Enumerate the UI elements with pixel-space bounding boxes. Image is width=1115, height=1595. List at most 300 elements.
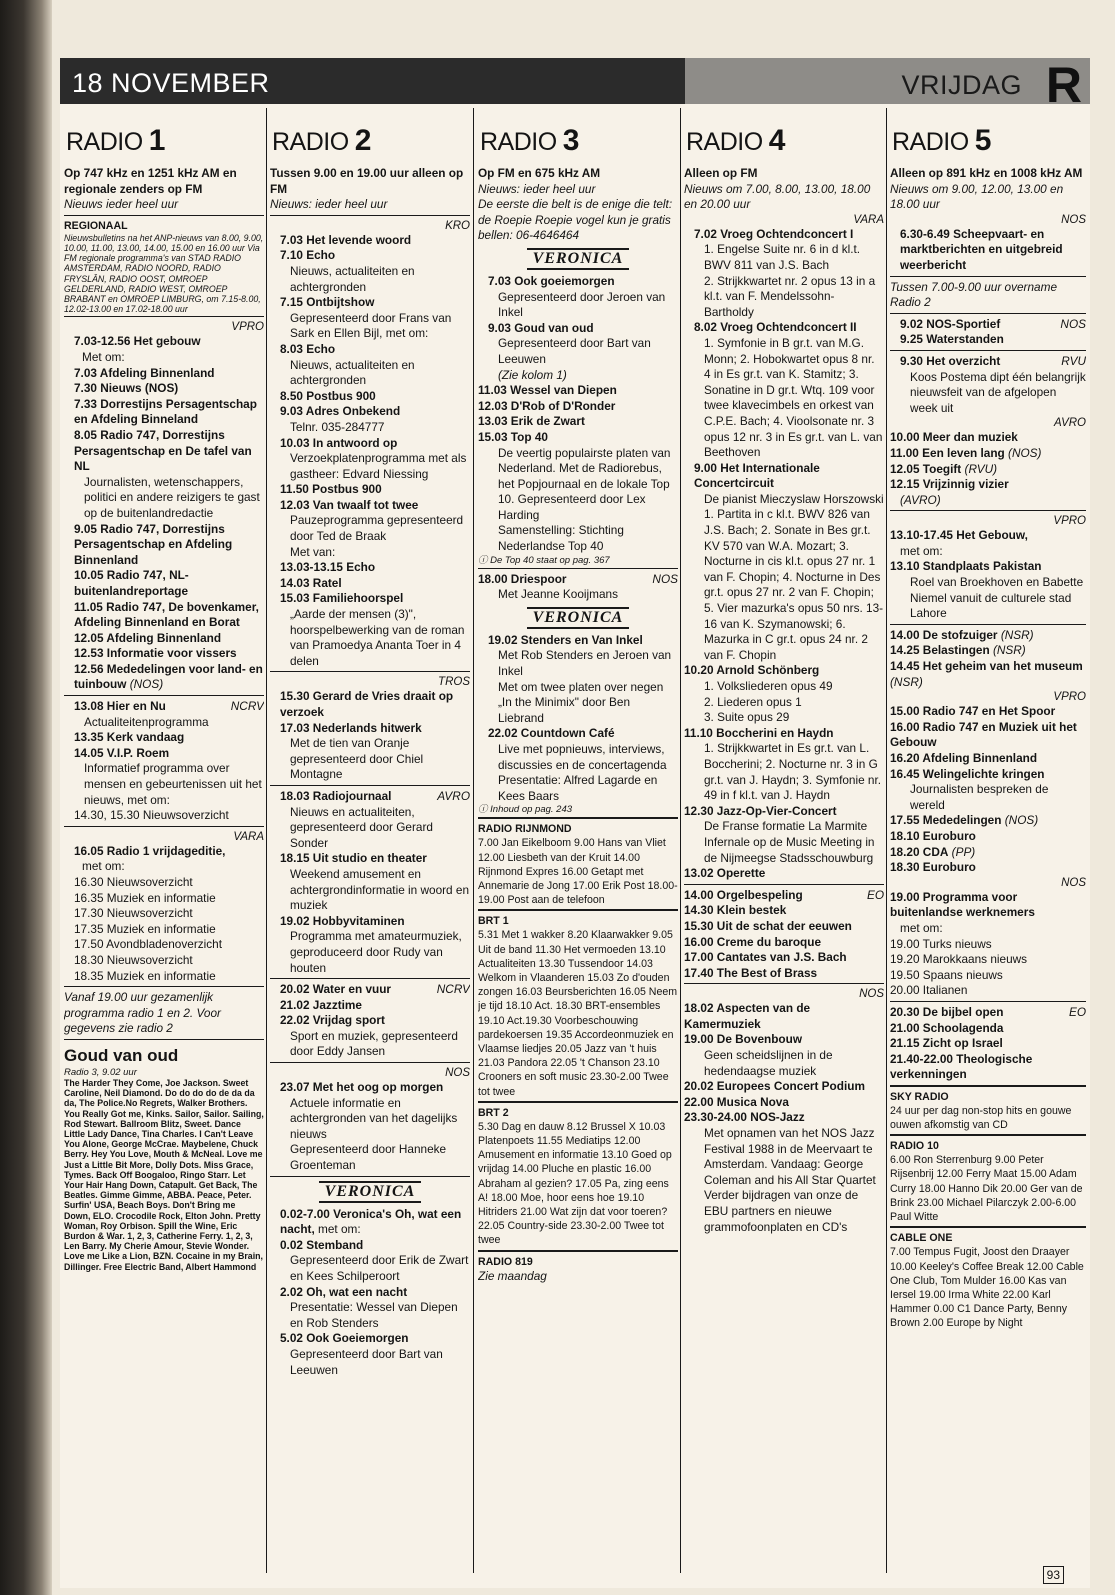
radio-819-heading: RADIO 819	[478, 1255, 533, 1268]
divider	[478, 1101, 678, 1103]
program-description: 1. Volksliederen opus 49	[704, 679, 833, 693]
divider	[478, 817, 678, 819]
program-note: met om:	[900, 920, 943, 935]
broadcaster-label: NOS	[445, 1067, 470, 1080]
program-description: Nieuws, actualiteiten en achtergronden	[290, 357, 415, 388]
radio-3-number: 3	[562, 124, 579, 157]
regionaal-text: Nieuwsbulletins na het ANP-nieuws van 8.00, 9.00, 10.00, 11.00, 13.00, 14.00, 15.00 en 16.00 uur Via FM regionale programma's van STAD RADIO AMSTERDAM, RADIO NOORD, RADIO FRYSLÂN, RADIO OOST, OMROEP GELDERLAND, RADIO WEST, OMROEP BRABANT en OMROEP LIMBURG, om 7.15-8.00, 12.02-13.00 en 17.02-18.00 uur	[64, 232, 264, 315]
program-entry: 13.03-13.15 Echo	[280, 560, 376, 575]
program-description: Informatief programma over mensen en gebeurtenissen uit het nieuws, met om:	[84, 761, 262, 807]
program-entry: 14.30, 15.30 Nieuwsoverzicht	[74, 808, 229, 823]
program-description: Pauzeprogramma gepresenteerd door Ted de Braak	[290, 513, 464, 544]
divider	[890, 313, 1086, 314]
schedule-item: 18.35 Muziek en informatie	[74, 968, 216, 983]
radio-10-text: 6.00 Ron Sterrenburg 9.00 Peter Rijsenbrij 12.00 Ferry Maat 15.00 Adam Curry 18.00 Hanno Dik 20.00 Ger van de Brink 23.00 Michael Pilarczyk 2.00-6.00 Paul Witte	[890, 1154, 1083, 1224]
radio-2-number: 2	[354, 124, 371, 157]
program-description: De Franse formatie La Marmite Infernale op de Music Meeting in de Nijmeegse Stadsschouwburg	[704, 819, 875, 865]
goud-van-oud-subtitle: Radio 3, 9.02 uur	[64, 1066, 137, 1078]
program-entry: 21.15 Zicht op Israel	[890, 1036, 1003, 1051]
divider	[890, 1134, 1086, 1136]
program-description: 3. Suite opus 29	[704, 710, 790, 725]
radio-1-news-note: Nieuws ieder heel uur	[64, 197, 179, 212]
broadcaster-label: (PP)	[951, 844, 976, 859]
divider	[890, 510, 1086, 511]
broadcaster-label: (NOS)	[1004, 813, 1039, 828]
program-description: Gepresenteerd door Frans van Sark en Ellen Bijl, met om:	[290, 310, 452, 341]
radio-2-title	[270, 108, 470, 166]
program-entry: 19.02 Stenders en Van Inkel	[488, 632, 643, 647]
broadcaster-label: (NSR)	[890, 674, 923, 689]
regionaal-heading: REGIONAAL	[64, 219, 128, 232]
program-description: De veertig populairste platen van Nederland. Met de Radiorebus, het Popjournaal en de lokale Top 10. Gepresenteerd door Lex Harding	[498, 445, 671, 522]
page-header	[60, 57, 1090, 113]
veronica-logo	[270, 1181, 470, 1203]
broadcaster-label: NCRV	[436, 982, 470, 997]
program-entry: 15.00 Radio 747 en Het Spoor	[890, 704, 1056, 719]
program-entry: 22.00 Musica Nova	[684, 1094, 789, 1109]
info-note	[478, 555, 678, 566]
radio-1-intro: Op 747 kHz en 1251 kHz AM en regionale zenders op FM	[64, 166, 237, 196]
program-entry: 10.03 In antwoord op	[280, 435, 398, 450]
program-entry: 12.30 Jazz-Op-Vier-Concert	[684, 803, 837, 818]
radio-4-column	[684, 108, 884, 1568]
program-description: Gepresenteerd door Bart van Leeuwen	[290, 1346, 443, 1377]
broadcaster-label: VPRO	[1053, 515, 1086, 528]
program-entry: 12.03 D'Rob of D'Ronder	[478, 398, 616, 413]
program-description: 1. Strijkkwartet in Es gr.t. van L. Boccherini; 2. Nocturne nr. 3 in G gr.t. van J. Haydn; 3. Symfonie nr. 49 in f kl.t. van J. Haydn	[704, 741, 882, 803]
broadcaster-label: (AVRO)	[900, 492, 941, 507]
broadcaster-label: AVRO	[1054, 417, 1086, 430]
info-note-text: Inhoud op pag. 243	[490, 804, 573, 816]
program-entry	[890, 317, 1086, 333]
cable-one-text: 7.00 Tempus Fugit, Joost den Draayer 10.00 Keeley's Coffee Break 12.00 Cable One Club, Tom Mulder 16.00 Kas van Iersel 19.00 Irma White 22.00 Karl Hammer 0.00 C1 Dance Party, Benny Brown 2.00 Europe by Night	[890, 1246, 1084, 1330]
broadcaster-label: VARA	[233, 830, 264, 843]
program-description: Koos Postema dipt één belangrijk nieuwsfeit van de afgelopen week uit	[910, 369, 1086, 415]
program-entry: 16.00 Creme du baroque	[684, 934, 822, 949]
divider	[478, 909, 678, 911]
program-entry	[270, 982, 470, 998]
program-description: 2. Liederen opus 1	[704, 694, 802, 709]
radio-3-news-note: Nieuws: ieder heel uur	[478, 181, 596, 196]
broadcaster-label: VARA	[853, 213, 884, 226]
program-description: Live met popnieuws, interviews, discussies en de concertagenda	[498, 742, 667, 772]
veronica-logo-text: VERONICA	[527, 248, 630, 270]
program-entry: 19.00 De Bovenbouw	[684, 1032, 803, 1047]
program-title: 20.02 Water en vuur	[280, 982, 392, 997]
program-entry: 6.30-6.49 Scheepvaart- en marktberichten en uitgebreid weerbericht	[900, 226, 1063, 272]
divider	[270, 785, 470, 786]
program-entry: 9.25 Waterstanden	[900, 332, 1004, 347]
radio-10-heading: RADIO 10	[890, 1140, 939, 1153]
program-entry: 9.03 Adres Onbekend	[280, 404, 401, 419]
program-description: 1. Engelse Suite nr. 6 in d kl.t. BWV 811 van J.S. Bach	[704, 242, 861, 272]
broadcaster-label: (NOS)	[129, 677, 164, 692]
divider	[890, 1085, 1086, 1087]
program-entry	[890, 462, 1086, 478]
radio-5-column	[890, 108, 1086, 1568]
program-title: 9.02 NOS-Sportief	[900, 316, 1001, 331]
schedule-item: 16.30 Nieuwsoverzicht	[74, 875, 193, 889]
program-entry: 8.02 Vroeg Ochtendconcert II	[694, 320, 857, 335]
program-description: Programma met amateurmuziek, geproduceerd door Rudy van houten	[290, 929, 462, 975]
program-entry: 8.05 Radio 747, Dorrestijns Persagentschap en De tafel van NL	[74, 427, 252, 474]
broadcaster-label: EO	[1068, 1004, 1086, 1019]
divider	[890, 276, 1086, 277]
program-description: Weekend amusement en achtergrondinformatie in woord en muziek	[290, 866, 470, 913]
program-entry: 7.10 Echo	[280, 248, 336, 263]
radio-1-title	[64, 108, 264, 166]
info-note-text: De Top 40 staat op pag. 367	[490, 554, 610, 566]
program-entry	[478, 572, 678, 588]
program-title: 12.05 Toegift	[890, 461, 962, 476]
brt2-text: 5.30 Dag en dauw 8.12 Brussel X 10.03 Platenpoets 11.55 Mediatips 12.00 Amusement en informatie 13.10 Goed op vrijdag 14.00 Pluche en plastic 16.00 Abraham al gezien? 17.05 Pa, zing eens A! 18.00 Moe, hoor eens hoe 19.10 Hitriders 21.00 Wat zijn dat voor toeren? 22.05 Country-side 23.30-2.00 Twee tot twee	[478, 1120, 672, 1247]
program-description: Journalisten, wetenschappers, politici en andere reizigers te gast op de buitenlandredactie	[84, 474, 260, 520]
program-note: met om:	[900, 543, 943, 558]
program-entry: 12.53 Informatie voor vissers	[74, 646, 237, 661]
brt1-heading: BRT 1	[478, 915, 509, 928]
program-entry: 21.02 Jazztime	[280, 997, 362, 1012]
divider	[890, 624, 1086, 625]
program-description: Nieuws en actualiteiten, gepresenteerd door Gerard Sonder	[290, 804, 433, 850]
program-entry: 16.45 Welingelichte kringen	[890, 766, 1045, 781]
program-title: 18.03 Radiojournaal	[280, 788, 392, 803]
program-entry: 18.15 Uit studio en theater	[280, 851, 427, 866]
program-title: 20.30 De bijbel open	[890, 1004, 1004, 1019]
header-day-bar	[685, 57, 1090, 113]
header-date-bar	[60, 58, 685, 104]
program-entry: 2.02 Oh, wat een nacht	[280, 1284, 408, 1299]
program-entry	[890, 354, 1086, 370]
program-entry: 7.03-12.56 Het gebouw	[74, 334, 201, 349]
program-description: Journalisten bespreken de wereld	[910, 782, 1049, 812]
program-entry: 20.02 Europees Concert Podium	[684, 1079, 865, 1094]
broadcaster-label: EO	[866, 887, 884, 902]
radio-4-number: 4	[768, 124, 785, 157]
broadcaster-label: NOS	[1061, 213, 1086, 226]
program-entry: 23.07 Met het oog op morgen	[280, 1080, 444, 1095]
radio-2-title-text: RADIO	[272, 128, 349, 156]
radio-4-news-note: Nieuws om 7.00, 8.00, 13.00, 18.00 en 20.00 uur	[684, 181, 871, 212]
divider	[270, 978, 470, 979]
program-entry: 15.03 Familiehoorspel	[280, 591, 404, 606]
program-description: Met Rob Stenders en Jeroen van Inkel	[498, 648, 672, 679]
program-entry	[890, 1005, 1086, 1021]
program-entry: 7.02 Vroeg Ochtendconcert I	[694, 226, 854, 241]
divider	[270, 215, 470, 216]
divider	[890, 1226, 1086, 1228]
program-description: Roel van Broekhoven en Babette Niemel vanuit de culturele stad Lahore	[910, 575, 1084, 621]
program-title: 14.25 Belastingen	[890, 643, 990, 658]
broadcaster-label: KRO	[445, 219, 470, 232]
column-divider	[266, 108, 267, 1573]
program-entry	[270, 789, 470, 805]
radio-1-title-text: RADIO	[66, 128, 143, 156]
program-entry	[890, 845, 1086, 861]
program-entry: 13.10 Standplaats Pakistan	[890, 559, 1042, 574]
program-entry: 22.02 Vrijdag sport	[280, 1013, 385, 1028]
schedule-item: 19.00 Turks nieuws	[890, 936, 992, 951]
program-entry: 7.15 Ontbijtshow	[280, 295, 375, 310]
radio-2-column	[270, 108, 470, 1568]
program-title: 13.08 Hier en Nu	[74, 699, 166, 714]
program-description: Met van:	[290, 544, 336, 559]
program-entry	[890, 628, 1086, 644]
info-icon: ⓘ	[478, 804, 491, 816]
program-entry: 10.05 Radio 747, NL-buitenlandreportage	[74, 568, 189, 598]
combined-programme-note: Vanaf 19.00 uur gezamenlijk programma radio 1 en 2. Voor gegevens zie radio 2	[64, 990, 221, 1036]
program-note: Met om:	[82, 350, 125, 364]
program-entry: 11.03 Wessel van Diepen	[478, 383, 617, 398]
program-entry: 12.03 Van twaalf tot twee	[280, 497, 419, 512]
program-description: Met de tien van Oranje gepresenteerd door Chiel Montagne	[290, 736, 424, 782]
program-entry: 14.30 Klein bestek	[684, 903, 787, 918]
program-entry: 11.10 Boccherini en Haydn	[684, 725, 834, 740]
program-description: Presentatie: Wessel van Diepen en Rob Stenders	[290, 1300, 458, 1330]
radio-819-text: Zie maandag	[478, 1268, 547, 1283]
program-description: De pianist Mieczyslaw Horszowski	[704, 491, 884, 506]
divider	[684, 884, 884, 885]
broadcaster-label: (NSR)	[992, 643, 1026, 658]
program-entry: 7.03 Ook goeiemorgen	[488, 273, 615, 288]
radio-5-title-text: RADIO	[892, 128, 969, 156]
program-entry	[890, 446, 1086, 462]
program-entry: 17.00 Cantates van J.S. Bach	[684, 950, 847, 965]
program-entry: 8.03 Echo	[280, 341, 336, 356]
program-title: 11.00 Een leven lang	[890, 445, 1005, 460]
program-entry: 13.10-17.45 Het Gebouw,	[890, 528, 1028, 543]
veronica-logo	[478, 248, 678, 270]
program-description: 1. Symfonie in B gr.t. van M.G. Monn; 2. Hobokwartet opus 8 nr. 4 in Es gr.t. van K. Stamitz; 3. Sonatine in D gr.t. Wtq. 109 voor twee klavecimbels en orkest van C.P.E. Bach; 4. Vioolsonate nr. 3 opus 12 nr. 3 in Es gr.t. van L. van Beethoven	[704, 335, 883, 460]
radio-3-intro: Op FM en 675 kHz AM	[478, 166, 601, 180]
broadcaster-label: NOS	[859, 988, 884, 1001]
schedule-item: 20.00 Italianen	[890, 983, 968, 998]
column-divider	[680, 108, 681, 1573]
program-title: 18.20 CDA	[890, 844, 949, 859]
schedule-item: 16.35 Muziek en informatie	[74, 890, 216, 905]
divider	[64, 316, 264, 317]
brt2-heading: BRT 2	[478, 1106, 509, 1119]
schedule-item: 19.50 Spaans nieuws	[890, 967, 1003, 982]
program-description: Met Jeanne Kooijmans	[498, 587, 619, 602]
program-entry: 18.02 Aspecten van de Kamermuziek	[684, 1001, 811, 1031]
program-title: 9.30 Het overzicht	[900, 353, 1001, 368]
program-description: „Aarde der mensen (3)", hoorspelbewerking van de roman van Pramoedya Ananta Toer in 4 delen	[290, 607, 465, 668]
radio-4-intro: Alleen op FM	[684, 166, 758, 180]
program-entry: 21.40-22.00 Theologische verkenningen	[890, 1051, 1033, 1082]
program-entry: 19.00 Programma voor buitenlandse werknemers	[890, 889, 1035, 920]
program-entry: 0.02 Stemband	[280, 1237, 364, 1252]
radio-3-title	[478, 108, 678, 166]
schedule-item: 19.20 Marokkaans nieuws	[890, 952, 1028, 967]
radio-1-column	[64, 108, 264, 1568]
info-icon: ⓘ	[478, 554, 491, 566]
program-entry: 15.03 Top 40	[478, 429, 548, 444]
program-description: 2. Strijkkwartet nr. 2 opus 13 in a kl.t. van F. Mendelssohn-Bartholdy	[704, 273, 876, 319]
column-divider	[886, 108, 887, 1573]
broadcaster-label: VPRO	[1053, 691, 1086, 704]
info-note	[478, 804, 678, 815]
program-entry: 16.00 Radio 747 en Muziek uit het Gebouw	[890, 719, 1077, 750]
program-entry: 9.00 Het Internationale Concertcircuit	[694, 460, 820, 491]
program-entry: 14.03 Ratel	[280, 575, 342, 590]
program-entry: 18.30 Euroburo	[890, 860, 976, 875]
program-description: Actualiteitenprogramma	[84, 714, 209, 729]
program-description: Geen scheidslijnen in de hedendaagse muziek	[704, 1048, 833, 1078]
program-description: 1. Partita in c kl.t. BWV 826 van J.S. Bach; 2. Sonate in Bes gr.t. KV 570 van W.A. Mozart; 3. Nocturne in cis kl.t. opus 27 nr. 1 van F. Chopin; 4. Nocturne in Des gr.t. opus 27 nr. 2 van F. Chopin; 5. Vier mazurka's opus 50 nrs. 13-16 van K. Szymanowski; 6. Mazurka in C gr.t. opus 24 nr. 2 van F. Chopin	[704, 507, 884, 662]
rijnmond-heading: RADIO RIJNMOND	[478, 823, 572, 836]
radio-5-title	[890, 108, 1086, 166]
program-entry: 19.02 Hobbyvitaminen	[280, 913, 405, 928]
divider	[478, 568, 678, 569]
broadcaster-label: (RVU)	[964, 461, 998, 476]
sky-radio-text: 24 uur per dag non-stop hits en gouwe ouwen afkomstig van CD	[890, 1104, 1072, 1132]
program-entry: 10.20 Arnold Schönberg	[684, 663, 820, 678]
radio-3-roepie-note: De eerste die belt is de enige die telt: de Roepie Roepie vogel kun je gratis bellen: 06-4646464	[478, 197, 673, 243]
broadcaster-label: NOS	[652, 571, 678, 586]
broadcaster-label: NCRV	[230, 699, 264, 714]
page-spine	[0, 0, 52, 1595]
program-entry	[270, 1207, 470, 1238]
radio-5-overname-note: Tussen 7.00-9.00 uur overname Radio 2	[890, 279, 1057, 310]
program-description: Presentatie: Alfred Lagarde en Kees Baars	[498, 773, 658, 803]
goud-van-oud-playlist: The Harder They Come, Joe Jackson. Sweet Caroline, Neil Diamond. Do do do do de da da da, The Police.No Regrets, Walker Brothers. You Really Got me, Kinks. Sailor, Sailor. Sailing, Rod Stewart. Ballroom Blitz, Sweet. Dance Little Lady Dance, Tina Charles. I Can't Leave You Alone, George McCrae. Maybelene, Chuck Berry. Hey You Love, Mouth & McNeal. Love me Just a Little Bit More, Dolly Dots. Miss Grace, Tymes. Back Off Boogaloo, Ringo Starr. Let Your Hair Hang Down, Catapult. Get Back, The Beatles. Gimme Gimme, ABBA. Peace, Peter. Surfin' USA, Beach Boys. Don't Bring me Down, ELO. Crocodile Rock, Elton John. Pretty Woman, Roy Orbison. Spill the Wine, Eric Burdon & War. 1, 2, 3, Catherine Ferry. 1, 2, 3, Len Barry. My Cherie Amour, Stevie Wonder. Love me Like a Lion, BZN. Cocaine in my Brain, Dillinger. Free Electric Band, Albert Hammond	[64, 1077, 264, 1272]
brt1-text: 5.31 Met 1 wakker 8.20 Klaarwakker 9.05 Uit de band 11.30 Het vermoeden 13.10 Actualiteiten 13.30 Tussendoor 14.03 Welkom in Vlaanderen 15.03 Zo d'ouden zongen 16.03 Beursberichten 16.05 Neem je tijd 18.10 Act. 18.30 BRT-ensembles 19.10 Act.19.30 Voorbeschouwing pardekoersen 19.35 Accordeonmuziek en Vlaamse liedjes 20.05 Jazz van 't huis 21.03 Pandora 22.05 't Chanson 23.10 Crooners en soft music 23.30-2.00 Twee tot twee	[478, 929, 678, 1098]
program-entry: 9.03 Goud van oud	[488, 320, 594, 335]
column-divider	[473, 108, 474, 1573]
rijnmond-text: 7.00 Jan Eikelboom 9.00 Hans van Vliet 12.00 Liesbeth van der Kruit 14.00 Rijnmond Expres 16.00 Getapt met Annemarie de Jong 17.00 Erik Post 18.00-19.00 Post aan de telefoon	[478, 837, 678, 907]
program-entry	[890, 643, 1086, 659]
program-entry: 23.30-24.00 NOS-Jazz	[684, 1110, 805, 1125]
header-date: 18 NOVEMBER	[72, 68, 270, 98]
program-entry: 9.05 Radio 747, Dorrestijns Persagentschap en Afdeling Binnenland	[74, 521, 233, 567]
program-entry: 18.10 Euroburo	[890, 828, 976, 843]
veronica-logo-text: VERONICA	[319, 1181, 422, 1203]
program-entry	[684, 888, 884, 904]
divider	[270, 1176, 470, 1177]
broadcaster-label: TROS	[438, 676, 470, 689]
program-entry: 17.40 The Best of Brass	[684, 965, 818, 980]
radio-3-title-text: RADIO	[480, 128, 557, 156]
program-entry: 21.00 Schoolagenda	[890, 1020, 1004, 1035]
magazine-page	[60, 58, 1090, 1588]
sky-radio-heading: SKY RADIO	[890, 1090, 949, 1103]
program-entry: 11.05 Radio 747, De bovenkamer, Afdeling Binnenland en Borat	[74, 599, 259, 630]
broadcaster-label: NOS	[1060, 316, 1086, 331]
program-title: 14.45 Het geheim van het museum	[890, 659, 1083, 674]
program-description: Samenstelling: Stichting Nederlandse Top 40	[498, 523, 624, 554]
program-description: Gepresenteerd door Erik de Zwart en Kees Schilperoort	[290, 1253, 469, 1283]
radio-4-title-text: RADIO	[686, 128, 763, 156]
program-entry: 17.03 Nederlands hitwerk	[280, 720, 422, 735]
veronica-logo	[478, 607, 678, 629]
schedule-item: 18.30 Nieuwsoverzicht	[74, 952, 193, 967]
broadcaster-label: NOS	[1061, 876, 1086, 889]
divider	[64, 695, 264, 696]
program-entry: 22.02 Countdown Café	[488, 726, 615, 741]
radio-5-number: 5	[974, 124, 991, 157]
program-entry	[64, 699, 264, 715]
program-title: 14.00 De stofzuiger	[890, 627, 998, 642]
program-entry: 12.05 Afdeling Binnenland	[74, 630, 222, 645]
program-title: 12.56 Mededelingen voor land- en tuinbouw	[74, 661, 263, 692]
broadcaster-label: VPRO	[231, 321, 264, 334]
radio-2-news-note: Nieuws: ieder heel uur	[270, 197, 388, 212]
broadcaster-label: AVRO	[437, 788, 470, 803]
radio-2-intro: Tussen 9.00 en 19.00 uur alleen op FM	[270, 166, 464, 196]
program-note: met om:	[318, 1222, 361, 1237]
program-entry	[64, 662, 264, 693]
program-description: Met opnamen van het NOS Jazz Festival 1988 in de Meervaart te Amsterdam. Vandaag: George Coleman and his All Star Quartet Verder bijdragen van onze de EBU partners en nieuwe grammofoonplaten en CD's	[704, 1126, 876, 1234]
program-description: Gepresenteerd door Bart van Leeuwen	[498, 336, 651, 366]
broadcaster-label: (NOS)	[1008, 445, 1042, 460]
cable-one-heading: CABLE ONE	[890, 1232, 953, 1245]
program-entry: 15.30 Gerard de Vries draait op verzoek	[280, 689, 454, 719]
program-description: Telnr. 035-284777	[290, 419, 385, 434]
divider	[64, 826, 264, 827]
schedule-item: 17.50 Avondbladenoverzicht	[74, 937, 223, 952]
divider	[64, 986, 264, 987]
header-letter: R	[1045, 57, 1082, 113]
program-entry: 14.05 V.I.P. Roem	[74, 745, 170, 760]
program-note: met om:	[82, 859, 125, 874]
program-entry: 12.15 Vrijzinnig vizier	[890, 477, 1009, 492]
divider	[890, 1001, 1086, 1002]
divider	[684, 983, 884, 984]
program-entry	[890, 813, 1086, 829]
program-description: Sport en muziek, gepresenteerd door Eddy Jansen	[290, 1028, 458, 1059]
header-day: VRIJDAG	[901, 70, 1022, 100]
program-description: Gepresenteerd door Hanneke Groenteman	[290, 1142, 447, 1173]
program-entry: 7.03 Het levende woord	[280, 232, 412, 247]
radio-3-column	[478, 108, 678, 1568]
schedule-item: 17.35 Muziek en informatie	[74, 921, 216, 936]
program-description: Gepresenteerd door Jeroen van Inkel	[498, 289, 666, 320]
program-entry: 7.30 Nieuws (NOS)	[74, 381, 179, 396]
schedule-item: 17.30 Nieuwsoverzicht	[74, 906, 193, 921]
program-entry: 13.35 Kerk vandaag	[74, 730, 185, 745]
program-entry: 15.30 Uit de schat der eeuwen	[684, 918, 852, 933]
program-entry	[890, 659, 1086, 690]
veronica-logo-text: VERONICA	[527, 607, 630, 629]
divider	[64, 1039, 264, 1040]
program-entry: 7.33 Dorrestijns Persagentschap en Afdeling Binneland	[74, 396, 257, 427]
goud-van-oud-title: Goud van oud	[64, 1045, 179, 1065]
broadcaster-label: (NSR)	[1000, 627, 1034, 642]
divider	[890, 350, 1086, 351]
page-number: 93	[1043, 1566, 1064, 1584]
program-entry: 16.20 Afdeling Binnenland	[890, 751, 1038, 765]
divider	[64, 215, 264, 216]
radio-5-intro: Alleen op 891 kHz en 1008 kHz AM	[890, 166, 1083, 180]
program-title: 18.00 Driespoor	[478, 571, 567, 586]
program-title: 0.02-7.00 Veronica's Oh, wat een nacht,	[280, 1206, 462, 1237]
divider	[270, 1062, 470, 1063]
program-title: 14.00 Orgelbespeling	[684, 887, 803, 902]
program-entry: 10.00 Meer dan muziek	[890, 430, 1018, 445]
program-entry: 5.02 Ook Goeiemorgen	[280, 1331, 409, 1346]
program-entry: 7.03 Afdeling Binnenland	[74, 365, 215, 380]
program-description: Verzoekplatenprogramma met als gastheer: Edvard Niessing	[290, 451, 467, 481]
program-description: Actuele informatie en achtergronden van het dagelijks nieuws	[290, 1095, 458, 1141]
divider	[270, 671, 470, 672]
radio-4-title	[684, 108, 884, 166]
broadcaster-label: RVU	[1061, 353, 1086, 368]
radio-1-number: 1	[148, 124, 165, 157]
program-entry: 16.05 Radio 1 vrijdageditie,	[74, 843, 226, 858]
divider	[478, 1250, 678, 1252]
program-description: Met om twee platen over negen „In the Minimix" door Ben Liebrand	[498, 679, 664, 725]
program-description: (Zie kolom 1)	[498, 367, 567, 382]
